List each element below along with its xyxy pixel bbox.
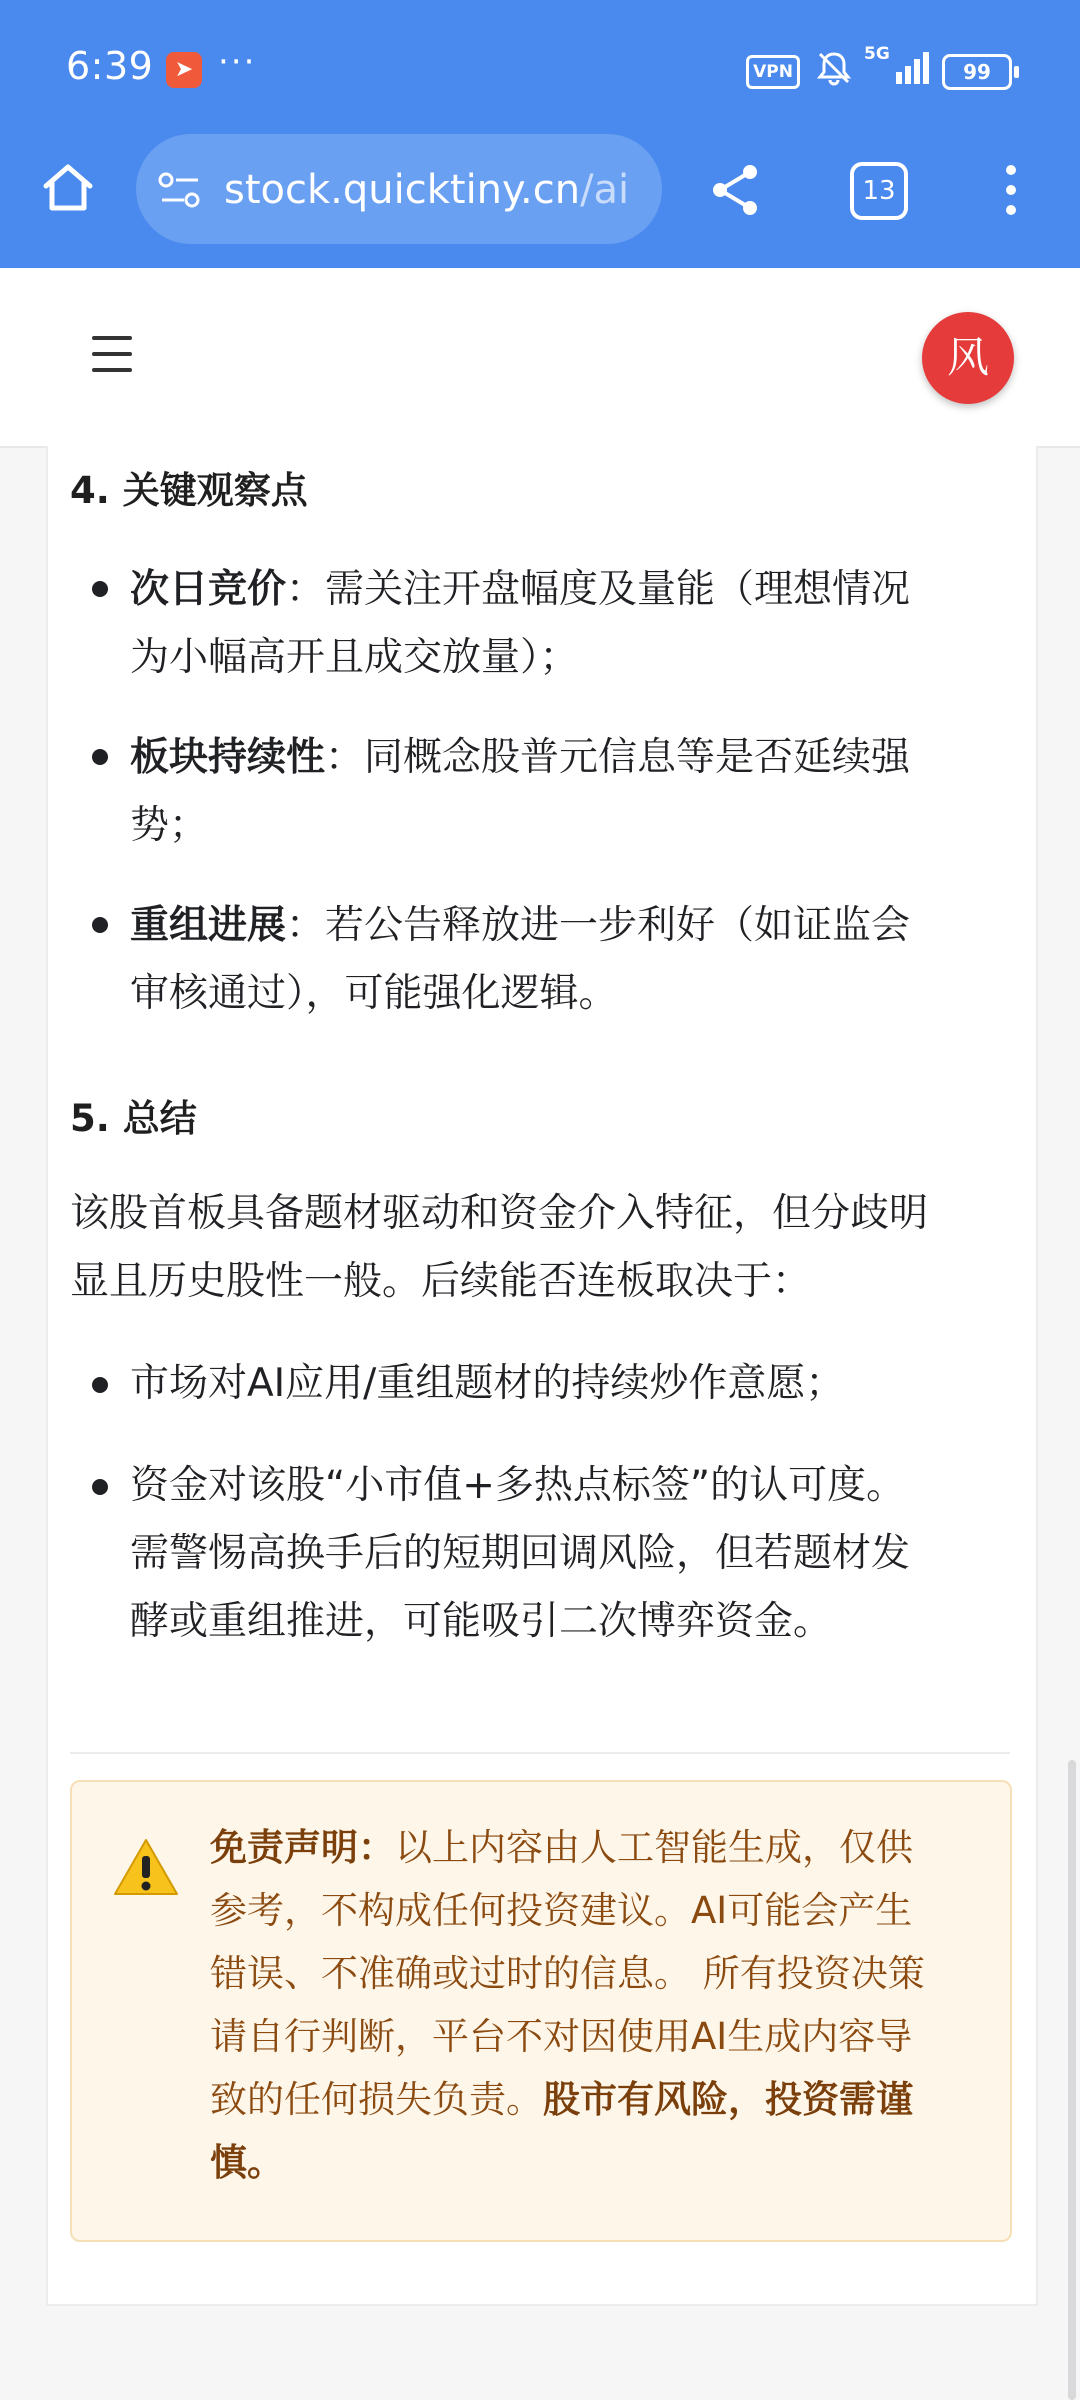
network-type: 5G (864, 44, 890, 64)
hamburger-menu-icon[interactable] (92, 336, 132, 374)
disclaimer-line: 以上内容由人工智能生成，仅供 (395, 1826, 913, 1869)
status-bar (0, 0, 1080, 132)
divider (70, 1752, 1010, 1754)
list-item (130, 1350, 990, 1418)
tab-switcher-button[interactable]: 13 (850, 162, 908, 220)
bullet-dot (92, 581, 108, 597)
disclaimer-line: 参考，不构成任何投资建议。AI可能会产生 (210, 1889, 913, 1932)
paragraph-line: 该股首板具备题材驱动和资金介入特征，但分歧明 (70, 1191, 929, 1236)
url-host: stock.quicktiny.cn (224, 167, 581, 213)
list-item (130, 556, 990, 692)
item-text: 势； (130, 803, 209, 848)
bullet-dot (92, 1479, 108, 1495)
section-title: 关键观察点 (122, 469, 308, 512)
item-text: 同概念股普元信息等是否延续强 (364, 735, 911, 780)
share-icon[interactable] (706, 160, 766, 220)
list-item (130, 724, 990, 860)
item-text: 需关注开盘幅度及量能（理想情况 (325, 567, 911, 612)
item-key: 重组进展 (130, 903, 287, 948)
notification-app-icon: ➤ (166, 52, 202, 88)
more-notifications-icon: ··· (218, 42, 257, 82)
item-sep: ： (286, 567, 326, 612)
item-key: 次日竞价 (130, 567, 287, 612)
disclaimer-text (210, 1816, 980, 2194)
url-path: /ai (580, 167, 630, 213)
bullet-dot (92, 749, 108, 765)
section-5-heading (70, 1088, 197, 1142)
vpn-icon: VPN (746, 55, 800, 89)
section-title: 总结 (122, 1097, 197, 1140)
item-text: 若公告释放进一步利好（如证监会 (325, 903, 911, 948)
disclaimer-label: 免责声明： (210, 1826, 395, 1869)
user-avatar[interactable]: 风 (922, 312, 1014, 404)
section-number: 5. (70, 1097, 110, 1140)
battery-icon: 99 (942, 54, 1012, 90)
site-settings-icon[interactable] (158, 170, 202, 210)
disclaimer-warning: 股市有风险，投资需谨 (543, 2078, 913, 2121)
url-text[interactable] (224, 160, 644, 220)
item-text: 为小幅高开且成交放量）； (130, 635, 579, 680)
item-key: 板块持续性 (130, 735, 326, 780)
bullet-dot (92, 917, 108, 933)
site-header (0, 268, 1080, 448)
list-item (130, 1452, 990, 1656)
disclaimer-line: 致的任何损失负责。 (210, 2078, 543, 2121)
item-text: 需警惕高换手后的短期回调风险，但若题材发 (130, 1531, 911, 1576)
item-text: 市场对AI应用/重组题材的持续炒作意愿； (130, 1361, 845, 1406)
item-text: 审核通过），可能强化逻辑。 (130, 971, 618, 1016)
paragraph-line: 显且历史股性一般。后续能否连板取决于： (70, 1259, 812, 1304)
item-sep: ： (325, 735, 365, 780)
list-item (130, 892, 990, 1028)
item-sep: ： (286, 903, 326, 948)
item-text: 酵或重组推进，可能吸引二次博弈资金。 (130, 1599, 833, 1644)
overflow-menu-icon[interactable] (996, 160, 1026, 220)
page-scrollbar[interactable] (1068, 1760, 1076, 2400)
warning-icon (112, 1836, 180, 1898)
section-number: 4. (70, 469, 110, 512)
item-text: 资金对该股“小市值+多热点标签”的认可度。 (130, 1463, 906, 1508)
mute-bell-icon (814, 48, 854, 88)
section-4-heading (70, 460, 308, 514)
disclaimer-line: 请自行判断，平台不对因使用AI生成内容导 (210, 2015, 913, 2058)
summary-paragraph (70, 1180, 1010, 1316)
status-time: 6:39 (66, 44, 154, 88)
bullet-dot (92, 1377, 108, 1393)
disclaimer-warning: 慎。 (210, 2141, 284, 2184)
signal-icon (864, 46, 930, 88)
disclaimer-line: 错误、不准确或过时的信息。 所有投资决策 (210, 1952, 925, 1995)
home-icon[interactable] (40, 160, 96, 216)
